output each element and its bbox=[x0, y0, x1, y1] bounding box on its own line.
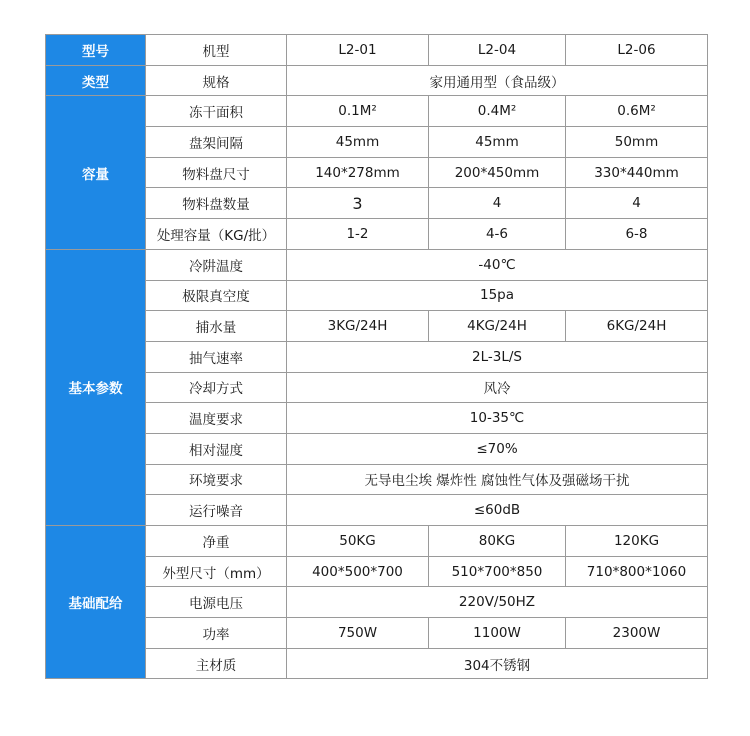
table-row bbox=[46, 618, 708, 649]
row-label: 抽气速率 bbox=[146, 341, 287, 372]
value-cell: 2300W bbox=[566, 618, 708, 649]
table-row bbox=[46, 249, 708, 280]
value-cell: 400*500*700 bbox=[287, 556, 429, 587]
row-label: 冷阱温度 bbox=[146, 249, 287, 280]
value-cell: 4 bbox=[429, 188, 566, 219]
value-cell: 4-6 bbox=[429, 219, 566, 250]
model-cell: L2-01 bbox=[287, 35, 429, 66]
table-row bbox=[46, 219, 708, 250]
value-cell: 304不锈钢 bbox=[287, 648, 708, 679]
model-cell: L2-04 bbox=[429, 35, 566, 66]
value-cell: 140*278mm bbox=[287, 157, 429, 188]
table-row bbox=[46, 464, 708, 495]
row-label: 冷却方式 bbox=[146, 372, 287, 403]
spec-table bbox=[45, 34, 708, 679]
table-row bbox=[46, 495, 708, 526]
value-cell: 0.4M² bbox=[429, 96, 566, 127]
row-label: 极限真空度 bbox=[146, 280, 287, 311]
value-cell: 200*450mm bbox=[429, 157, 566, 188]
table-row bbox=[46, 311, 708, 342]
row-label: 物料盘尺寸 bbox=[146, 157, 287, 188]
value-cell: 15pa bbox=[287, 280, 708, 311]
value-cell: 120KG bbox=[566, 526, 708, 557]
value-cell: 45mm bbox=[429, 127, 566, 158]
value-cell: 风冷 bbox=[287, 372, 708, 403]
table-row bbox=[46, 157, 708, 188]
row-label: 运行噪音 bbox=[146, 495, 287, 526]
table-row bbox=[46, 433, 708, 464]
value-cell: ≤70% bbox=[287, 433, 708, 464]
value-cell: 6KG/24H bbox=[566, 311, 708, 342]
row-label: 电源电压 bbox=[146, 587, 287, 618]
table-row bbox=[46, 372, 708, 403]
table-row bbox=[46, 127, 708, 158]
value-cell: 45mm bbox=[287, 127, 429, 158]
value-cell: 80KG bbox=[429, 526, 566, 557]
value-cell: 710*800*1060 bbox=[566, 556, 708, 587]
value-cell: 6-8 bbox=[566, 219, 708, 250]
type-row bbox=[46, 65, 708, 96]
value-cell: 220V/50HZ bbox=[287, 587, 708, 618]
value-cell: 1100W bbox=[429, 618, 566, 649]
row-label: 盘架间隔 bbox=[146, 127, 287, 158]
category-cell: 容量 bbox=[46, 96, 146, 249]
row-label: 规格 bbox=[146, 65, 287, 96]
value-cell: 0.6M² bbox=[566, 96, 708, 127]
value-cell: 无导电尘埃 爆炸性 腐蚀性气体及强磁场干扰 bbox=[287, 464, 708, 495]
value-cell: 330*440mm bbox=[566, 157, 708, 188]
value-cell: 0.1M² bbox=[287, 96, 429, 127]
table-row bbox=[46, 556, 708, 587]
model-cell: L2-06 bbox=[566, 35, 708, 66]
row-label: 净重 bbox=[146, 526, 287, 557]
category-cell: 基本参数 bbox=[46, 249, 146, 525]
row-label: 环境要求 bbox=[146, 464, 287, 495]
value-cell: 4 bbox=[566, 188, 708, 219]
table-row bbox=[46, 648, 708, 679]
row-label: 主材质 bbox=[146, 648, 287, 679]
value-cell: 50mm bbox=[566, 127, 708, 158]
row-label: 捕水量 bbox=[146, 311, 287, 342]
value-cell: -40℃ bbox=[287, 249, 708, 280]
table-row bbox=[46, 403, 708, 434]
row-label: 外型尺寸（mm） bbox=[146, 556, 287, 587]
value-cell: 750W bbox=[287, 618, 429, 649]
value-cell: 1-2 bbox=[287, 219, 429, 250]
value-cell: ≤60dB bbox=[287, 495, 708, 526]
value-cell: 50KG bbox=[287, 526, 429, 557]
value-cell: 4KG/24H bbox=[429, 311, 566, 342]
table-row bbox=[46, 341, 708, 372]
row-label: 物料盘数量 bbox=[146, 188, 287, 219]
value-cell: 10-35℃ bbox=[287, 403, 708, 434]
category-cell: 基础配给 bbox=[46, 526, 146, 679]
table-row bbox=[46, 96, 708, 127]
row-label: 功率 bbox=[146, 618, 287, 649]
row-label: 冻干面积 bbox=[146, 96, 287, 127]
value-cell: 家用通用型（食品级） bbox=[287, 65, 708, 96]
row-label: 处理容量（KG/批） bbox=[146, 219, 287, 250]
table-row bbox=[46, 587, 708, 618]
table-row bbox=[46, 280, 708, 311]
value-cell: 510*700*850 bbox=[429, 556, 566, 587]
value-cell: 3KG/24H bbox=[287, 311, 429, 342]
row-label: 相对湿度 bbox=[146, 433, 287, 464]
row-label: 机型 bbox=[146, 35, 287, 66]
row-label: 温度要求 bbox=[146, 403, 287, 434]
value-cell: 2L-3L/S bbox=[287, 341, 708, 372]
header-row bbox=[46, 35, 708, 66]
value-cell: 3 bbox=[287, 188, 429, 219]
category-cell: 型号 bbox=[46, 35, 146, 66]
category-cell: 类型 bbox=[46, 65, 146, 96]
table-row bbox=[46, 526, 708, 557]
table-row bbox=[46, 188, 708, 219]
